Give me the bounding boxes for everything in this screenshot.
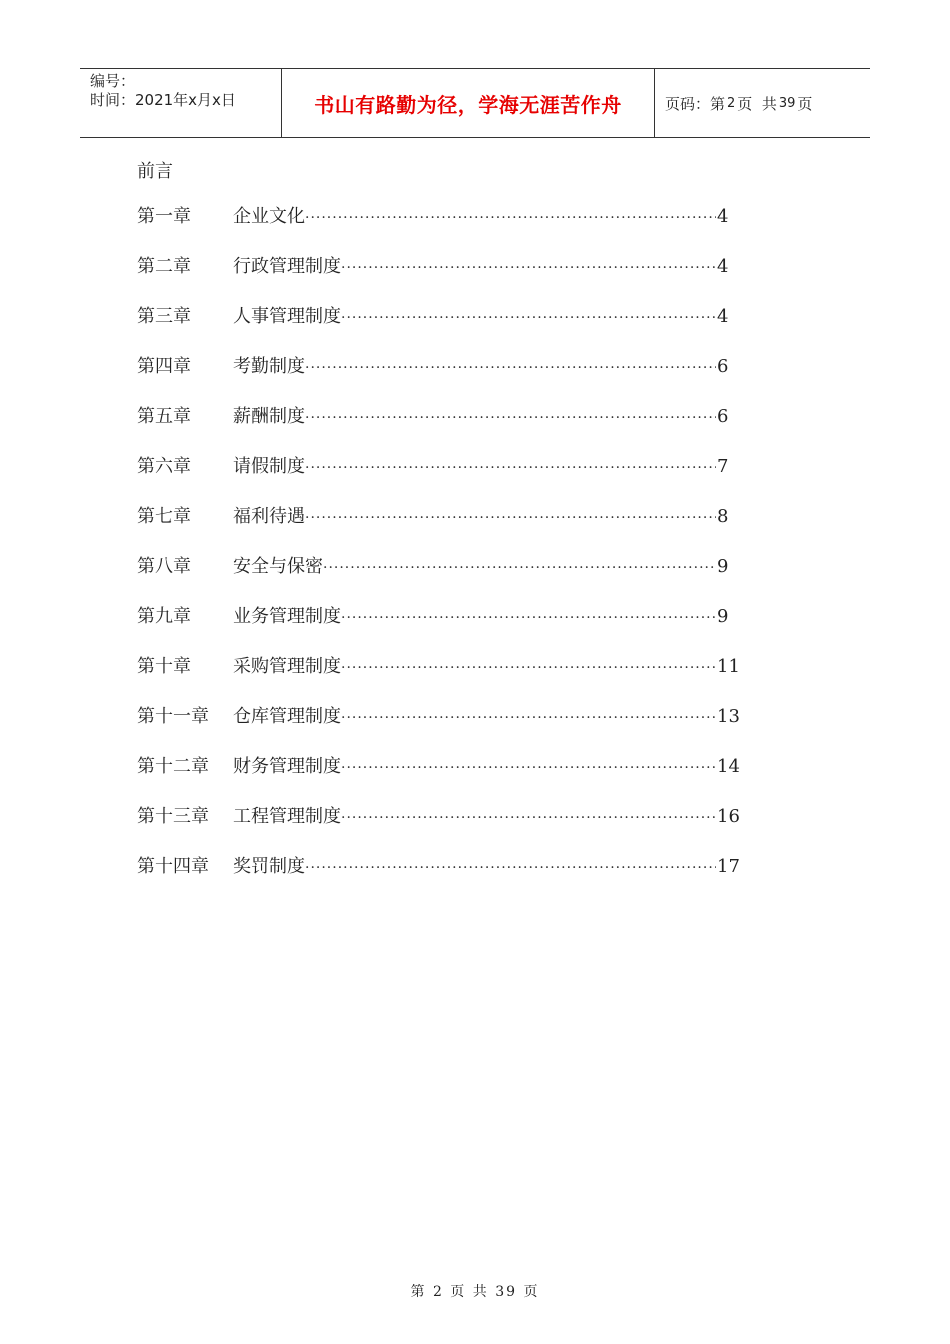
toc-chapter: 第八章 (137, 556, 191, 577)
document-id-label: 编号： (90, 72, 136, 90)
document-date: 时间：2021年x月x日 (90, 91, 236, 109)
toc-title: 安全与保密 (233, 556, 323, 577)
toc-title: 薪酬制度 (233, 406, 305, 427)
toc-page-number: 7 (717, 456, 729, 477)
header-motto-cell (282, 69, 655, 137)
toc-leader (305, 354, 716, 382)
toc-entry[interactable] (137, 703, 740, 753)
toc-chapter: 第十二章 (137, 756, 209, 777)
page-middle: 页 共 (737, 94, 777, 113)
toc-page-number: 13 (717, 706, 740, 727)
toc-page-number: 9 (717, 556, 729, 577)
toc-title: 奖罚制度 (233, 856, 305, 877)
toc-leader (305, 404, 716, 432)
toc-page-number: 4 (717, 306, 729, 327)
toc-leader (323, 554, 716, 582)
toc-leader (341, 704, 716, 732)
toc-title: 业务管理制度 (233, 606, 341, 627)
toc-leader (341, 254, 716, 282)
toc-leader (305, 504, 716, 532)
toc-entry[interactable] (137, 553, 737, 603)
toc-title: 财务管理制度 (233, 756, 341, 777)
page-suffix: 页 (797, 94, 813, 113)
toc-entry[interactable] (137, 353, 737, 403)
toc-entry[interactable] (137, 253, 737, 303)
toc-entry[interactable] (137, 653, 740, 703)
toc-leader (341, 604, 716, 632)
toc-chapter: 第一章 (137, 206, 191, 227)
toc-page-number: 6 (717, 356, 729, 377)
page-header (80, 68, 870, 138)
toc-chapter: 第十四章 (137, 856, 209, 877)
toc-entry[interactable] (137, 853, 740, 903)
toc-page-number: 8 (717, 506, 729, 527)
toc-chapter: 第十一章 (137, 706, 209, 727)
toc-chapter: 第十章 (137, 656, 191, 677)
toc-entry[interactable] (137, 203, 737, 253)
toc-leader (341, 754, 716, 782)
toc-preface[interactable]: 前言 (137, 161, 173, 182)
page-prefix: 页码：第 (665, 94, 726, 113)
toc-page-number: 9 (717, 606, 729, 627)
toc-entry[interactable] (137, 503, 737, 553)
toc-title: 考勤制度 (233, 356, 305, 377)
toc-page-number: 6 (717, 406, 729, 427)
toc-entry[interactable] (137, 803, 740, 853)
header-info-cell (80, 69, 282, 137)
toc-entry[interactable] (137, 303, 737, 353)
toc-chapter: 第六章 (137, 456, 191, 477)
toc-leader (305, 854, 716, 882)
toc-entry[interactable] (137, 453, 737, 503)
toc-chapter: 第四章 (137, 356, 191, 377)
page-footer: 第 2 页 共 39 页 (410, 1284, 540, 1300)
toc-title: 工程管理制度 (233, 806, 341, 827)
toc-chapter: 第五章 (137, 406, 191, 427)
toc-title: 仓库管理制度 (233, 706, 341, 727)
toc-leader (305, 204, 716, 232)
toc-title: 请假制度 (233, 456, 305, 477)
toc-page-number: 4 (717, 256, 729, 277)
toc-title: 行政管理制度 (233, 256, 341, 277)
toc-chapter: 第三章 (137, 306, 191, 327)
toc-page-number: 17 (717, 856, 740, 877)
toc-chapter: 第十三章 (137, 806, 209, 827)
toc-leader (341, 304, 716, 332)
toc-page-number: 11 (717, 656, 740, 677)
toc-entry[interactable] (137, 403, 737, 453)
toc-leader (305, 454, 716, 482)
toc-leader (341, 804, 716, 832)
toc-title: 人事管理制度 (233, 306, 341, 327)
table-of-contents (137, 155, 740, 903)
header-motto: 书山有路勤为径，学海无涯苦作舟 (314, 92, 622, 117)
page-current: 2 (727, 95, 736, 111)
toc-chapter: 第七章 (137, 506, 191, 527)
toc-entry[interactable] (137, 603, 737, 653)
toc-entry[interactable] (137, 753, 740, 803)
toc-page-number: 4 (717, 206, 729, 227)
toc-title: 采购管理制度 (233, 656, 341, 677)
toc-page-number: 16 (717, 806, 740, 827)
toc-title: 企业文化 (233, 206, 305, 227)
page-total: 39 (778, 95, 796, 111)
toc-leader (341, 654, 716, 682)
toc-page-number: 14 (717, 756, 740, 777)
header-page-cell (655, 69, 870, 137)
toc-chapter: 第九章 (137, 606, 191, 627)
toc-title: 福利待遇 (233, 506, 305, 527)
toc-chapter: 第二章 (137, 256, 191, 277)
